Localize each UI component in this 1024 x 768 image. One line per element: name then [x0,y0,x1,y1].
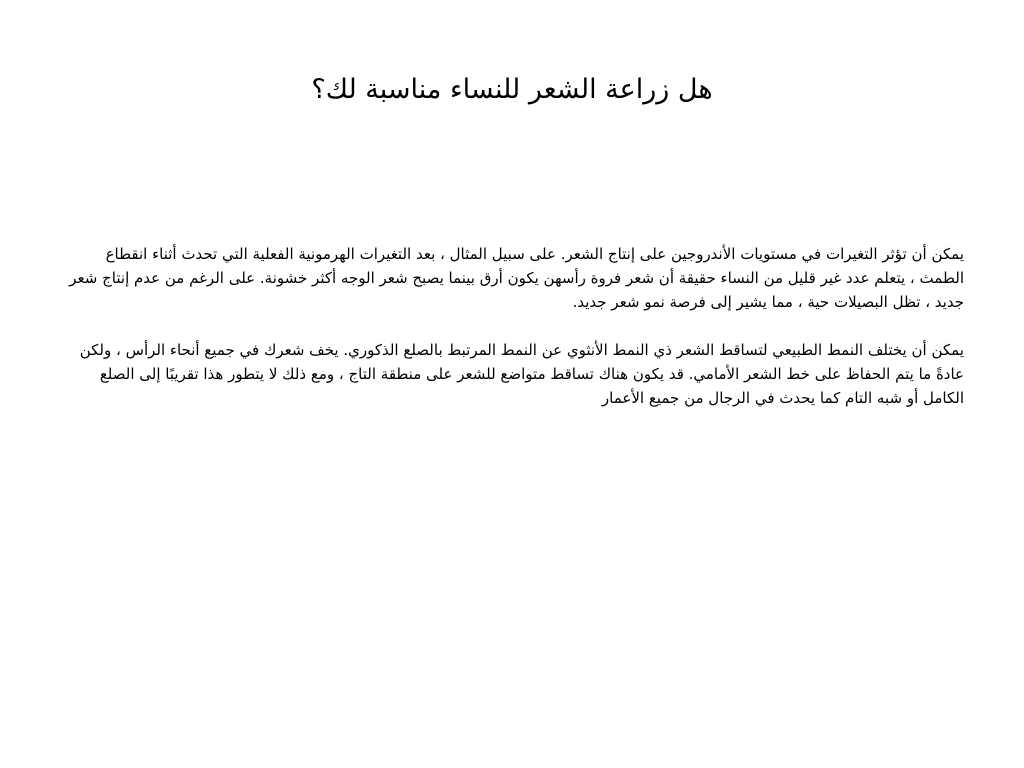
paragraph-female-pattern-loss: يمكن أن يختلف النمط الطبيعي لتساقط الشعر ذي النمط الأنثوي عن النمط المرتبط بالصلع الذكوري. يخف شعرك في جميع أنحاء الرأس ، ولكن عادةً ما يتم الحفاظ على خط الشعر الأمامي. قد يكون هناك تساقط متواضع للشعر على منطقة التاج ، ومع ذلك لا يتطور هذا تقريبًا إلى الصلع الكامل أو شبه التام كما يحدث في الرجال من جميع الأعمار [79,341,964,407]
slide-body [58,242,964,434]
slide-title: هل زراعة الشعر للنساء مناسبة لك؟ [311,74,713,105]
paragraph-androgen-changes: يمكن أن تؤثر التغيرات في مستويات الأندروجين على إنتاج الشعر. على سبيل المثال ، بعد التغيرات الهرمونية الفعلية التي تحدث أثناء انقطاع الطمث ، يتعلم عدد غير قليل من النساء حقيقة أن شعر فروة رأسهن يكون أرق بينما يصبح شعر الوجه أكثر خشونة. على الرغم من عدم إنتاج شعر جديد ، تظل البصيلات حية ، مما يشير إلى فرصة نمو شعر جديد. [69,245,964,311]
